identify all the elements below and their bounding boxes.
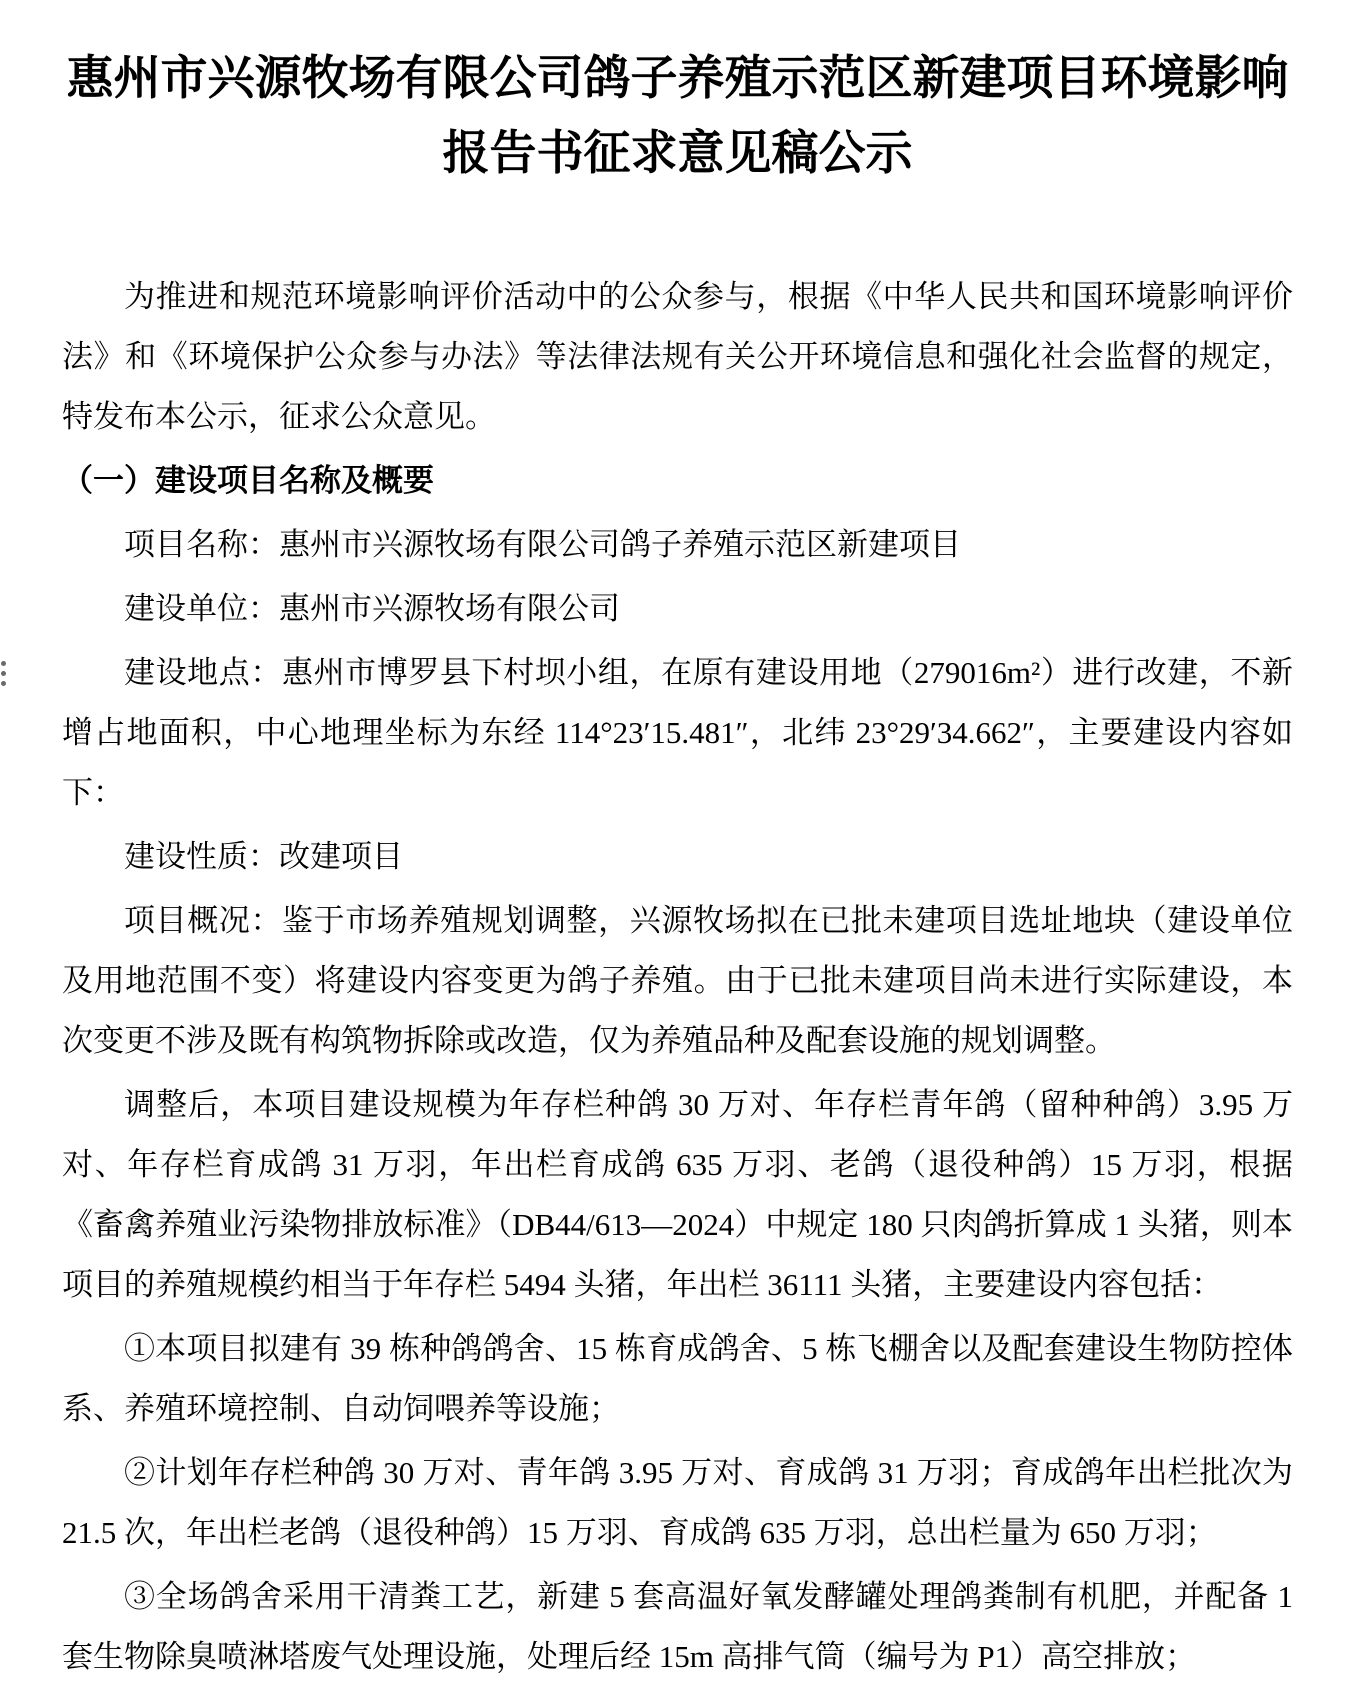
drag-handle-dot — [1, 681, 6, 686]
paragraph-project-overview: 项目概况：鉴于市场养殖规划调整，兴源牧场拟在已批未建项目选址地块（建设单位及用地范围不变）将建设内容变更为鸽子养殖。由于已批未建项目尚未进行实际建设，本次变更不涉及既有构筑物拆除或改造，仅为养殖品种及配套设施的规划调整。 — [62, 903, 1293, 1058]
paragraph-item-3-manure-process: ③全场鸽舍采用干清粪工艺，新建 5 套高温好氧发酵罐处理鸽粪制有机肥，并配备 1 套生物除臭喷淋塔废气处理设施，处理后经 15m 高排气筒（编号为 P1）高空排放； — [62, 1579, 1293, 1674]
paragraph-construction-unit: 建设单位：惠州市兴源牧场有限公司 — [124, 591, 620, 626]
drag-handle-dot — [1, 661, 6, 666]
paragraph-intro: 为推进和规范环境影响评价活动中的公众参与，根据《中华人民共和国环境影响评价法》和《环境保护公众参与办法》等法律法规有关公开环境信息和强化社会监督的规定，特发布本公示，征求公众意见。 — [62, 279, 1293, 434]
drag-handle-icon[interactable] — [1, 661, 13, 686]
paragraph-item-2-stock-plan: ②计划年存栏种鸽 30 万对、青年鸽 3.95 万对、育成鸽 31 万羽；育成鸽年出栏批次为 21.5 次，年出栏老鸽（退役种鸽）15 万羽、育成鸽 635 万羽，总出栏量为 650 万羽； — [62, 1455, 1293, 1550]
section-heading-project-name-overview: （一）建设项目名称及概要 — [62, 463, 434, 498]
paragraph-item-1-buildings: ①本项目拟建有 39 栋种鸽鸽舍、15 栋育成鸽舍、5 栋飞棚舍以及配套建设生物防控体系、养殖环境控制、自动饲喂养等设施； — [62, 1331, 1293, 1426]
paragraph-adjusted-scale: 调整后，本项目建设规模为年存栏种鸽 30 万对、年存栏青年鸽（留种种鸽）3.95 万对、年存栏育成鸽 31 万羽，年出栏育成鸽 635 万羽、老鸽（退役种鸽）15 万羽，根据《畜禽养殖业污染物排放标准》（DB44/613—2024）中规定 180 只肉鸽折算成 1 头猪，则本项目的养殖规模约相当于年存栏 5494 头猪，年出栏 36111 头猪，主要建设内容包括： — [62, 1087, 1293, 1302]
paragraph-construction-location: 建设地点：惠州市博罗县下村坝小组，在原有建设用地（279016m²）进行改建，不新增占地面积，中心地理坐标为东经 114°23′15.481″，北纬 23°29′34.662″，主要建设内容如下： — [62, 655, 1293, 810]
drag-handle-dot — [1, 671, 6, 676]
document-title-line-2: 报告书征求意见稿公示 — [442, 128, 913, 180]
paragraph-project-name: 项目名称：惠州市兴源牧场有限公司鸽子养殖示范区新建项目 — [124, 527, 961, 562]
paragraph-construction-nature: 建设性质：改建项目 — [124, 839, 403, 874]
document-title — [62, 42, 1293, 192]
document-title-line-1: 惠州市兴源牧场有限公司鸽子养殖示范区新建项目环境影响 — [66, 53, 1289, 105]
